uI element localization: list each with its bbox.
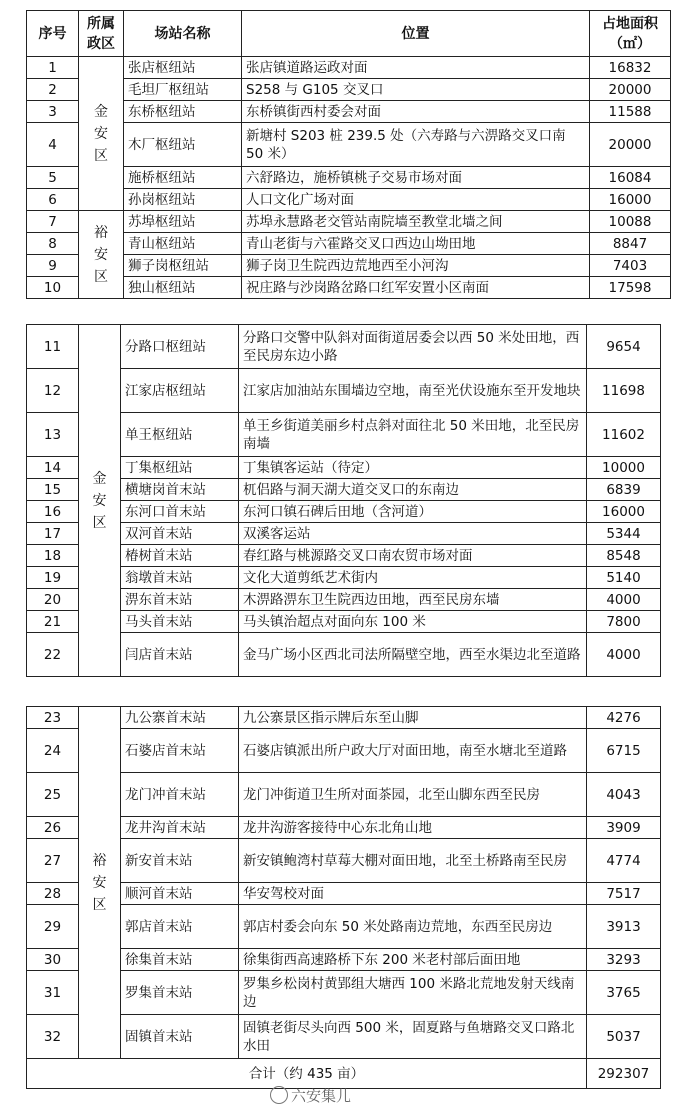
table-row — [27, 277, 671, 299]
station-area: 4774 — [587, 839, 661, 883]
district-label: 金安区 — [92, 470, 107, 531]
table-row — [27, 479, 661, 501]
table-row — [27, 457, 661, 479]
watermark-text: 六安集儿 — [291, 1087, 352, 1105]
table-row — [27, 707, 661, 729]
table-row — [27, 189, 671, 211]
station-area: 3909 — [587, 817, 661, 839]
row-number: 30 — [27, 949, 79, 971]
station-name: 龙井沟首末站 — [121, 817, 239, 839]
station-area: 7403 — [590, 255, 671, 277]
table-row — [27, 369, 661, 413]
station-name: 丁集枢纽站 — [121, 457, 239, 479]
station-name: 罗集首末站 — [121, 971, 239, 1015]
row-number: 9 — [27, 255, 79, 277]
row-number: 3 — [27, 101, 79, 123]
table-row — [27, 773, 661, 817]
station-table-part-3 — [26, 706, 661, 1089]
table-row — [27, 905, 661, 949]
station-name: 翁墩首末站 — [121, 567, 239, 589]
table-row — [27, 79, 671, 101]
station-location: 双溪客运站 — [239, 523, 587, 545]
station-area: 4000 — [587, 633, 661, 677]
station-area: 20000 — [590, 79, 671, 101]
weibo-icon — [270, 1086, 288, 1104]
station-area: 17598 — [590, 277, 671, 299]
station-name: 顺河首末站 — [121, 883, 239, 905]
row-number: 17 — [27, 523, 79, 545]
station-location: 龙井沟游客接待中心东北角山地 — [239, 817, 587, 839]
table-row — [27, 567, 661, 589]
table-header-row — [27, 11, 671, 57]
station-area: 4043 — [587, 773, 661, 817]
header-no: 序号 — [27, 11, 79, 57]
row-number: 23 — [27, 707, 79, 729]
station-location: 马头镇治超点对面向东 100 米 — [239, 611, 587, 633]
header-name: 场站名称 — [124, 11, 242, 57]
station-area: 16832 — [590, 57, 671, 79]
station-name: 独山枢纽站 — [124, 277, 242, 299]
row-number: 20 — [27, 589, 79, 611]
table-row — [27, 545, 661, 567]
station-name: 淠东首末站 — [121, 589, 239, 611]
station-name: 九公寨首末站 — [121, 707, 239, 729]
table-row — [27, 949, 661, 971]
row-number: 25 — [27, 773, 79, 817]
district-cell — [79, 211, 124, 299]
station-name: 椿树首末站 — [121, 545, 239, 567]
station-name: 狮子岗枢纽站 — [124, 255, 242, 277]
row-number: 22 — [27, 633, 79, 677]
row-number: 2 — [27, 79, 79, 101]
table-row — [27, 611, 661, 633]
station-name: 闫店首末站 — [121, 633, 239, 677]
table-row — [27, 523, 661, 545]
table-row — [27, 101, 671, 123]
total-value: 292307 — [587, 1059, 661, 1089]
station-table-part-1 — [26, 10, 671, 299]
station-location: 木淠路淠东卫生院西边田地，西至民房东墙 — [239, 589, 587, 611]
station-name: 苏埠枢纽站 — [124, 211, 242, 233]
station-location: 春红路与桃源路交叉口南农贸市场对面 — [239, 545, 587, 567]
row-number: 16 — [27, 501, 79, 523]
station-name: 江家店枢纽站 — [121, 369, 239, 413]
station-area: 11602 — [587, 413, 661, 457]
station-area: 10088 — [590, 211, 671, 233]
station-area: 11588 — [590, 101, 671, 123]
station-area: 16000 — [587, 501, 661, 523]
row-number: 10 — [27, 277, 79, 299]
station-area: 8847 — [590, 233, 671, 255]
row-number: 4 — [27, 123, 79, 167]
station-name: 龙门冲首末站 — [121, 773, 239, 817]
header-district: 所属政区 — [79, 11, 124, 57]
station-area: 10000 — [587, 457, 661, 479]
table-row — [27, 1015, 661, 1059]
station-location: 新塘村 S203 桩 239.5 处（六寿路与六淠路交叉口南 50 米） — [242, 123, 590, 167]
header-area: 占地面积（㎡） — [590, 11, 671, 57]
station-name: 马头首末站 — [121, 611, 239, 633]
station-name: 毛坦厂枢纽站 — [124, 79, 242, 101]
station-location: 东桥镇街西村委会对面 — [242, 101, 590, 123]
table-row — [27, 413, 661, 457]
station-area: 16084 — [590, 167, 671, 189]
station-location: 苏埠永慧路老交管站南院墙至教堂北墙之间 — [242, 211, 590, 233]
district-label: 裕安区 — [94, 224, 108, 285]
station-location: 华安驾校对面 — [239, 883, 587, 905]
station-location: 青山老街与六霍路交叉口西边山坳田地 — [242, 233, 590, 255]
station-table-part-2 — [26, 324, 661, 677]
station-location: 单王乡街道美丽乡村点斜对面往北 50 米田地，北至民房南墙 — [239, 413, 587, 457]
row-number: 24 — [27, 729, 79, 773]
station-location: 六舒路边，施桥镇桃子交易市场对面 — [242, 167, 590, 189]
station-area: 6715 — [587, 729, 661, 773]
station-location: 杌侣路与洞天湖大道交叉口的东南边 — [239, 479, 587, 501]
station-name: 石婆店首末站 — [121, 729, 239, 773]
station-location: 九公寨景区指示牌后东至山脚 — [239, 707, 587, 729]
station-area: 5344 — [587, 523, 661, 545]
row-number: 5 — [27, 167, 79, 189]
row-number: 6 — [27, 189, 79, 211]
station-name: 新安首末站 — [121, 839, 239, 883]
district-label: 金安区 — [94, 103, 108, 164]
station-name: 固镇首末站 — [121, 1015, 239, 1059]
district-cell — [79, 57, 124, 211]
station-area: 5037 — [587, 1015, 661, 1059]
station-location: 郭店村委会向东 50 米处路南边荒地，东西至民房边 — [239, 905, 587, 949]
row-number: 11 — [27, 325, 79, 369]
station-area: 16000 — [590, 189, 671, 211]
station-location: 狮子岗卫生院西边荒地西至小河沟 — [242, 255, 590, 277]
table-row — [27, 971, 661, 1015]
total-label: 合计（约 435 亩） — [27, 1059, 587, 1089]
station-area: 3765 — [587, 971, 661, 1015]
table-row — [27, 501, 661, 523]
watermark — [270, 1085, 351, 1106]
station-area: 3913 — [587, 905, 661, 949]
station-location: 文化大道剪纸艺术街内 — [239, 567, 587, 589]
station-name: 分路口枢纽站 — [121, 325, 239, 369]
row-number: 15 — [27, 479, 79, 501]
station-name: 徐集首末站 — [121, 949, 239, 971]
row-number: 18 — [27, 545, 79, 567]
station-location: 张店镇道路运政对面 — [242, 57, 590, 79]
table-row — [27, 839, 661, 883]
station-location: 东河口镇石碑后田地（含河道） — [239, 501, 587, 523]
row-number: 7 — [27, 211, 79, 233]
total-row — [27, 1059, 661, 1089]
station-name: 双河首末站 — [121, 523, 239, 545]
row-number: 8 — [27, 233, 79, 255]
table-row — [27, 211, 671, 233]
row-number: 13 — [27, 413, 79, 457]
station-area: 7800 — [587, 611, 661, 633]
station-area: 4000 — [587, 589, 661, 611]
station-location: 祝庄路与沙岗路岔路口红军安置小区南面 — [242, 277, 590, 299]
table-row — [27, 883, 661, 905]
row-number: 12 — [27, 369, 79, 413]
station-name: 单王枢纽站 — [121, 413, 239, 457]
station-location: 罗集乡松岗村黄郢组大塘西 100 米路北荒地发射天线南边 — [239, 971, 587, 1015]
station-name: 张店枢纽站 — [124, 57, 242, 79]
station-area: 8548 — [587, 545, 661, 567]
table-row — [27, 633, 661, 677]
station-name: 东桥枢纽站 — [124, 101, 242, 123]
station-name: 青山枢纽站 — [124, 233, 242, 255]
district-cell — [79, 707, 121, 1059]
row-number: 14 — [27, 457, 79, 479]
row-number: 29 — [27, 905, 79, 949]
station-name: 施桥枢纽站 — [124, 167, 242, 189]
row-number: 1 — [27, 57, 79, 79]
station-location: 石婆店镇派出所户政大厅对面田地，南至水塘北至道路 — [239, 729, 587, 773]
row-number: 19 — [27, 567, 79, 589]
station-area: 20000 — [590, 123, 671, 167]
station-name: 郭店首末站 — [121, 905, 239, 949]
station-area: 9654 — [587, 325, 661, 369]
station-location: 龙门冲街道卫生所对面茶园，北至山脚东西至民房 — [239, 773, 587, 817]
station-name: 横塘岗首末站 — [121, 479, 239, 501]
table-row — [27, 57, 671, 79]
row-number: 28 — [27, 883, 79, 905]
table-row — [27, 589, 661, 611]
station-location: 江家店加油站东围墙边空地，南至光伏设施东至开发地块 — [239, 369, 587, 413]
station-location: 丁集镇客运站（待定） — [239, 457, 587, 479]
table-row — [27, 167, 671, 189]
station-area: 5140 — [587, 567, 661, 589]
table-row — [27, 123, 671, 167]
table-row — [27, 325, 661, 369]
station-name: 木厂枢纽站 — [124, 123, 242, 167]
station-location: 固镇老街尽头向西 500 米，固夏路与鱼塘路交叉口路北水田 — [239, 1015, 587, 1059]
row-number: 27 — [27, 839, 79, 883]
table-row — [27, 233, 671, 255]
station-location: 新安镇鲍湾村草莓大棚对面田地，北至土桥路南至民房 — [239, 839, 587, 883]
station-area: 7517 — [587, 883, 661, 905]
table-row — [27, 729, 661, 773]
station-area: 6839 — [587, 479, 661, 501]
table-row — [27, 817, 661, 839]
station-area: 4276 — [587, 707, 661, 729]
station-location: 金马广场小区西北司法所隔壁空地，西至水渠边北至道路 — [239, 633, 587, 677]
station-location: 徐集街西高速路桥下东 200 米老村部后面田地 — [239, 949, 587, 971]
station-area: 11698 — [587, 369, 661, 413]
district-label: 裕安区 — [92, 852, 107, 913]
row-number: 26 — [27, 817, 79, 839]
district-cell — [79, 325, 121, 677]
station-area: 3293 — [587, 949, 661, 971]
row-number: 32 — [27, 1015, 79, 1059]
station-name: 孙岗枢纽站 — [124, 189, 242, 211]
station-location: 分路口交警中队斜对面街道居委会以西 50 米处田地，西至民房东边小路 — [239, 325, 587, 369]
table-row — [27, 255, 671, 277]
station-location: S258 与 G105 交叉口 — [242, 79, 590, 101]
row-number: 31 — [27, 971, 79, 1015]
row-number: 21 — [27, 611, 79, 633]
station-location: 人口文化广场对面 — [242, 189, 590, 211]
header-location: 位置 — [242, 11, 590, 57]
station-name: 东河口首末站 — [121, 501, 239, 523]
